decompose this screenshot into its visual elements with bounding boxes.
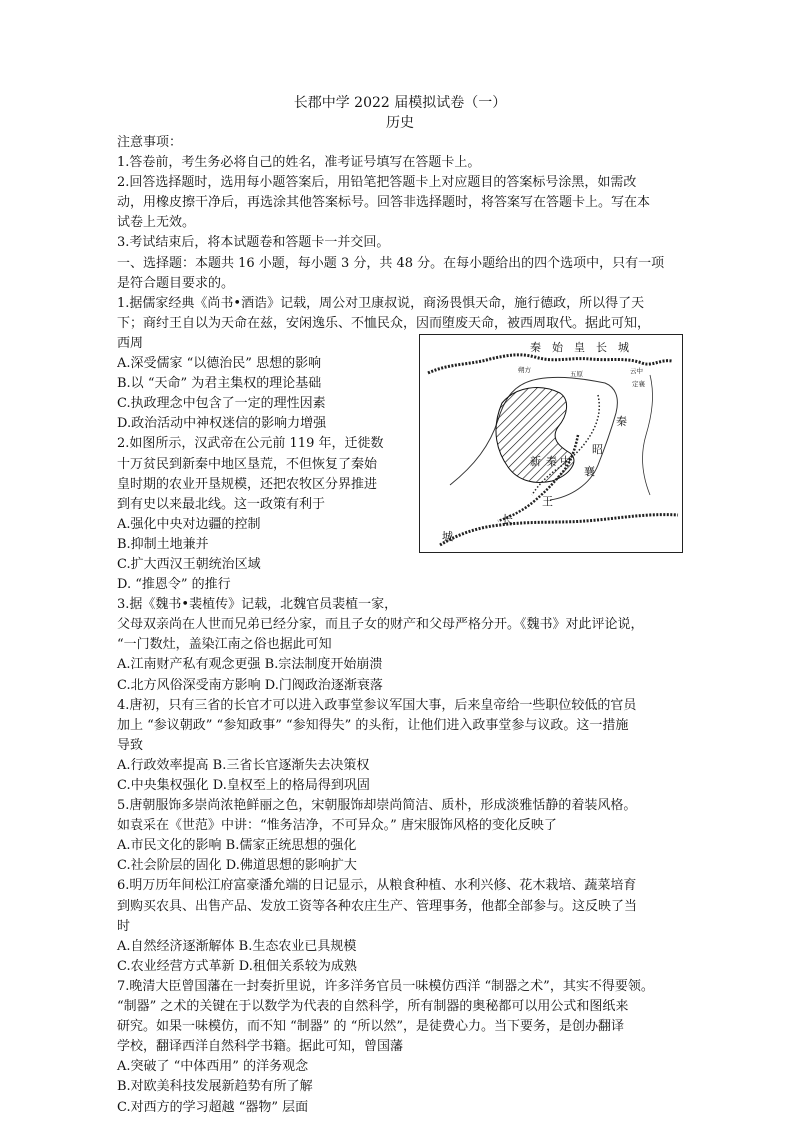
q7-stem-line-2: “制器” 之术的关键在于以数学为代表的自然科学，所有制器的奥秘都可以用公式和图纸来: [117, 999, 629, 1015]
q5-options-cd: C.社会阶层的固化 D.佛道思想的影响扩大: [117, 858, 357, 874]
q2-option-b: B.抑制土地兼并: [117, 536, 209, 552]
map-label-dingxiang: 定襄: [632, 379, 645, 388]
map-label-chang: 长: [502, 512, 513, 526]
notice-item-3: 3.考试结束后，将本试题卷和答题卡一并交回。: [117, 235, 390, 251]
exam-page: [117, 94, 683, 1118]
q7-option-b: B.对欧美科技发展新趋势有所了解: [117, 1079, 313, 1095]
q7-stem-line-3: 研究。如果一味模仿，而不知 “制器” 的 “所以然”，是徒费心力。当下要务，是创办翻译: [117, 1019, 624, 1035]
right-wall: [643, 375, 653, 495]
exam-title: 长郡中学 2022 届模拟试卷（一）: [293, 95, 507, 111]
q2-stem-line-1: 2.如图所示，汉武帝在公元前 119 年，迁徙数: [117, 436, 384, 452]
han-map-figure: [419, 334, 683, 553]
q2-option-c: C.扩大西汉王朝统治区域: [117, 556, 261, 572]
notice-item-2-line-2: 动，用橡皮擦干净后，再选涂其他答案标号。回答非选择题时，将答案写在答题卡上。写在本: [117, 195, 651, 211]
map-label-qin2: 秦: [546, 454, 557, 468]
exam-subject: 历史: [386, 115, 414, 131]
section-heading-line-2: 是符合题目要求的。: [117, 275, 235, 291]
q7-option-c: C.对西方的学习超越 “器物” 层面: [117, 1099, 309, 1115]
map-label-wuyuan: 五原: [570, 369, 583, 378]
q1-stem-line-2: 下；商纣王自以为天命在兹，安闲逸乐、不恤民众，因而堕废天命，被西周取代。据此可知，: [117, 315, 651, 331]
notice-heading: 注意事项：: [117, 135, 183, 150]
q5-options-ab: A.市民文化的影响 B.儒家正统思想的强化: [117, 838, 357, 854]
notice-item-2-line-1: 2.回答选择题时，选用每小题答案后，用铅笔把答题卡上对应题目的答案标号涂黑，如需改: [117, 175, 637, 191]
q6-options-ab: A.自然经济逐渐解体 B.生态农业已具规模: [117, 938, 357, 954]
q5-stem-line-2: 如袁采在《世范》中讲：“惟务洁净，不可异众。” 唐宋服饰风格的变化反映了: [117, 818, 557, 834]
q2-stem-line-4: 到有史以来最北线。这一政策有利于: [117, 496, 326, 512]
map-label-yunzhong: 云中: [630, 366, 643, 375]
notice-item-1: 1.答卷前，考生务必将自己的姓名，准考证号填写在答题卡上。: [117, 155, 481, 171]
map-label-xin: 新: [530, 454, 541, 468]
q7-stem-line-4: 学校，翻译西洋自然科学书籍。据此可知，曾国藩: [117, 1039, 404, 1055]
q1-q2-block: [117, 334, 683, 595]
q6-stem-line-1: 6.明万历年间松江府富豪潘允端的日记显示，从粮食种植、水利兴修、花木栽培、蔬菜培育: [117, 878, 637, 894]
q7-option-a: A.突破了 “中体西用” 的洋务观念: [117, 1059, 309, 1075]
q4-stem-line-1: 4.唐初，只有三省的长官才可以进入政事堂参议军国大事，后来皇帝给一些职位较低的官员: [117, 697, 637, 713]
q4-stem-line-2: 加上 “参议朝政” “参知政事” “参知得失” 的头衔，让他们进入政事堂参与议政。这一措施: [117, 717, 629, 733]
q1-option-a: A.深受儒家 “以德治民” 思想的影响: [117, 356, 322, 372]
q7-stem-line-1: 7.晚清大臣曾国藩在一封奏折里说，许多洋务官员一味模仿西洋 “制器之术”，其实不得要领。: [117, 978, 654, 994]
map-label-qin: 秦: [616, 414, 627, 428]
map-label-shuofang: 朔方: [518, 365, 531, 374]
q4-stem-line-3: 导致: [117, 737, 144, 753]
map-label-xiang: 襄: [584, 464, 595, 478]
q3-options-ab: A.江南财产私有观念更强 B.宗法制度开始崩溃: [117, 657, 383, 673]
q3-stem-line-2: 父母双亲尚在人世而兄弟已经分家，而且子女的财产和父母严格分开。《魏书》对此评论说，: [117, 617, 644, 633]
q4-options-ab: A.行政效率提高 B.三省长官逐渐失去决策权: [117, 757, 370, 773]
q3-stem-line-1: 3.据《魏书•裴植传》记载，北魏官员裴植一家，: [117, 597, 398, 613]
section-heading-line-1: 一、选择题：本题共 16 小题，每小题 3 分，共 48 分。在每小题给出的四个选项中，只有一项: [117, 255, 665, 271]
q1-option-b: B.以 “天命” 为君主集权的理论基础: [117, 376, 322, 392]
q6-stem-line-2: 到购买农具、出售产品、发放工资等各种农庄生产、管理事务，他都全部参与。这反映了当: [117, 898, 638, 914]
q1-stem-line-3: 西周: [117, 335, 144, 351]
q3-stem-line-3: “一门数灶，盖染江南之俗也据此可知: [117, 637, 332, 653]
han-map-svg: [420, 335, 682, 552]
map-label-qin-great-wall: 秦 始 皇 长 城: [530, 340, 629, 354]
map-label-zhong: 中: [560, 454, 571, 468]
map-label-cheng: 城: [442, 529, 453, 543]
q2-stem-line-2: 十万贫民到新秦中地区垦荒，不但恢复了秦始: [117, 456, 378, 472]
q1-option-d: D.政治活动中神权迷信的影响力增强: [117, 416, 327, 432]
notice-item-2-line-3: 试卷上无效。: [117, 215, 196, 231]
xin-qin-zhong-region: [496, 387, 574, 482]
q6-options-cd: C.农业经营方式革新 D.租佃关系较为成熟: [117, 958, 357, 974]
q1-stem-line-1: 1.据儒家经典《尚书•酒诰》记载，周公对卫康叔说，商汤畏惧天命，施行德政，所以得了天: [117, 295, 645, 311]
q2-option-a: A.强化中央对边疆的控制: [117, 516, 261, 532]
map-label-wang: 王: [542, 494, 553, 508]
q3-options-cd: C.北方风俗深受南方影响 D.门阀政治逐渐衰落: [117, 677, 383, 693]
q5-stem-line-1: 5.唐朝服饰多崇尚浓艳鲜丽之色，宋朝服饰却崇尚简洁、质朴，形成淡雅恬静的着装风格。: [117, 798, 637, 814]
q1-option-c: C.执政理念中包含了一定的理性因素: [117, 396, 326, 412]
q4-options-cd: C.中央集权强化 D.皇权至上的格局得到巩固: [117, 778, 370, 793]
q2-option-d: D. “推恩令” 的推行: [117, 577, 231, 593]
bottom-wall: [440, 512, 678, 545]
map-label-zhao: 昭: [592, 442, 603, 456]
q6-stem-line-3: 时: [117, 918, 131, 934]
q2-stem-line-3: 皇时期的农业开垦规模，还把农牧区分界推进: [117, 476, 378, 492]
